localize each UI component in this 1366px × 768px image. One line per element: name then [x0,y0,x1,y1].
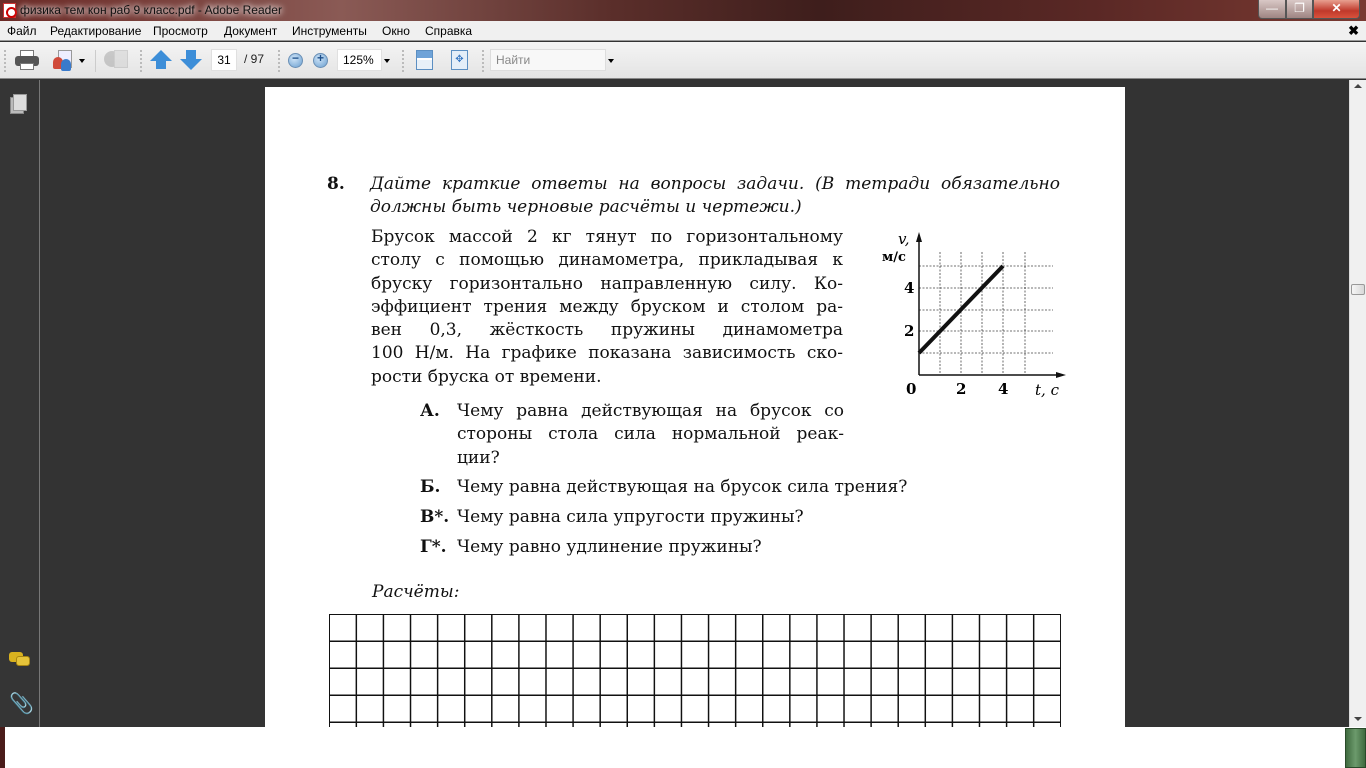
subquestion-label: Г*. [420,537,447,557]
fit-width-icon[interactable] [416,49,434,71]
comments-icon[interactable] [9,650,31,672]
vertical-scrollbar[interactable] [1349,80,1366,727]
calculations-grid [329,614,1061,727]
subquestion-label: В*. [420,507,450,527]
x-axis-label: t, с [1035,381,1059,399]
zoom-out-icon[interactable] [288,53,303,68]
y-axis-unit: м/с [882,250,906,265]
subquestion-line: Чему равна действующая на брусок сила трения? [457,477,908,497]
page-number-input[interactable]: 31 [211,49,237,71]
taskbar-edge [0,727,5,768]
toolbar-grip[interactable] [4,50,6,72]
subquestion-label: Б. [420,477,441,497]
close-button[interactable]: ✕ [1313,0,1360,19]
question-number: 8. [327,174,345,194]
share-icon[interactable] [52,49,82,71]
menu-help[interactable]: Справка [425,24,473,38]
toolbar-grip[interactable] [482,50,484,72]
x-tick: 4 [998,380,1009,398]
zoom-level-select[interactable]: 125% [337,49,382,71]
menu-file[interactable]: Файл [7,24,37,38]
velocity-time-graph [870,222,1075,402]
close-document-icon[interactable]: ✖ [1348,23,1359,38]
subquestion-line: Чему равно удлинение пружины? [457,537,762,557]
adobe-pdf-icon [3,3,16,18]
pages-icon[interactable] [9,94,31,116]
subquestion-line: Чему равна сила упругости пружины? [457,507,804,527]
zoom-in-icon[interactable] [313,53,328,68]
next-page-icon[interactable] [180,49,202,71]
y-tick: 2 [904,322,915,340]
calculations-label: Расчёты: [372,582,460,602]
pdf-page [265,87,1125,727]
problem-line: столу с помощью динамометра, прикладывая к [371,250,843,271]
zoom-dropdown-chevron-icon[interactable] [384,59,390,63]
page-total: / 97 [244,52,265,66]
window-title: физика тем кон раб 9 класс.pdf - Adobe Reader [20,3,282,17]
problem-line: 100 Н/м. На графике показана зависимость ско- [371,343,843,364]
problem-line: рости бруска от времени. [371,366,602,387]
navigation-panel [0,80,40,727]
scrollbar-thumb[interactable] [1351,284,1365,295]
scroll-down-arrow-icon[interactable] [1354,717,1362,721]
problem-line: бруску горизонтально направленную силу. Ко- [371,273,843,294]
toolbar [0,42,1366,79]
subquestion-line: стороны стола сила нормальной реак- [457,424,844,445]
collaborate-icon [104,49,130,71]
x-tick-origin: 0 [906,380,917,398]
problem-line: эффициент трения между бруском и столом ра- [371,296,843,317]
subquestion-label: А. [420,401,440,421]
problem-text [371,226,843,389]
toolbar-separator [95,50,97,72]
toolbar-grip[interactable] [402,50,404,72]
maximize-button[interactable]: ❐ [1286,0,1313,19]
attachment-icon[interactable]: 📎 [9,693,34,715]
problem-line: вен 0,3, жёсткость пружины динамометра [371,320,843,341]
menu-window[interactable]: Окно [382,24,410,38]
subquestion-line: Чему равна действующая на брусок со [457,401,844,421]
menu-bar [0,21,1366,41]
question-header: Дайте краткие ответы на вопросы задачи. (В тетради обязательно должны быть черновые расчёты и чертежи.) [370,174,1060,217]
find-input[interactable]: Найти [490,49,606,71]
y-axis-label: v, [898,230,910,248]
document-viewer[interactable] [41,80,1343,727]
chevron-down-icon[interactable] [79,59,85,63]
menu-view[interactable]: Просмотр [153,24,208,38]
taskbar-strip [0,727,1366,768]
subquestion-line: ции? [457,447,500,468]
problem-line: Брусок массой 2 кг тянут по горизонтальному [371,227,843,247]
menu-document[interactable]: Документ [224,24,278,38]
minimize-button[interactable]: — [1258,0,1286,19]
search-dropdown-chevron-icon[interactable] [608,59,614,63]
previous-page-icon[interactable] [150,49,172,71]
y-tick: 4 [904,279,915,297]
show-desktop-button[interactable] [1345,728,1366,768]
fit-page-icon[interactable]: ✥ [451,49,469,71]
scroll-up-arrow-icon[interactable] [1354,84,1362,88]
x-tick: 2 [956,380,967,398]
toolbar-grip[interactable] [140,50,142,72]
title-bar [0,0,1366,21]
menu-edit[interactable]: Редактирование [50,24,142,38]
menu-tools[interactable]: Инструменты [292,24,367,38]
toolbar-grip[interactable] [278,50,280,72]
window-controls [1258,0,1360,19]
print-icon[interactable] [15,49,39,71]
